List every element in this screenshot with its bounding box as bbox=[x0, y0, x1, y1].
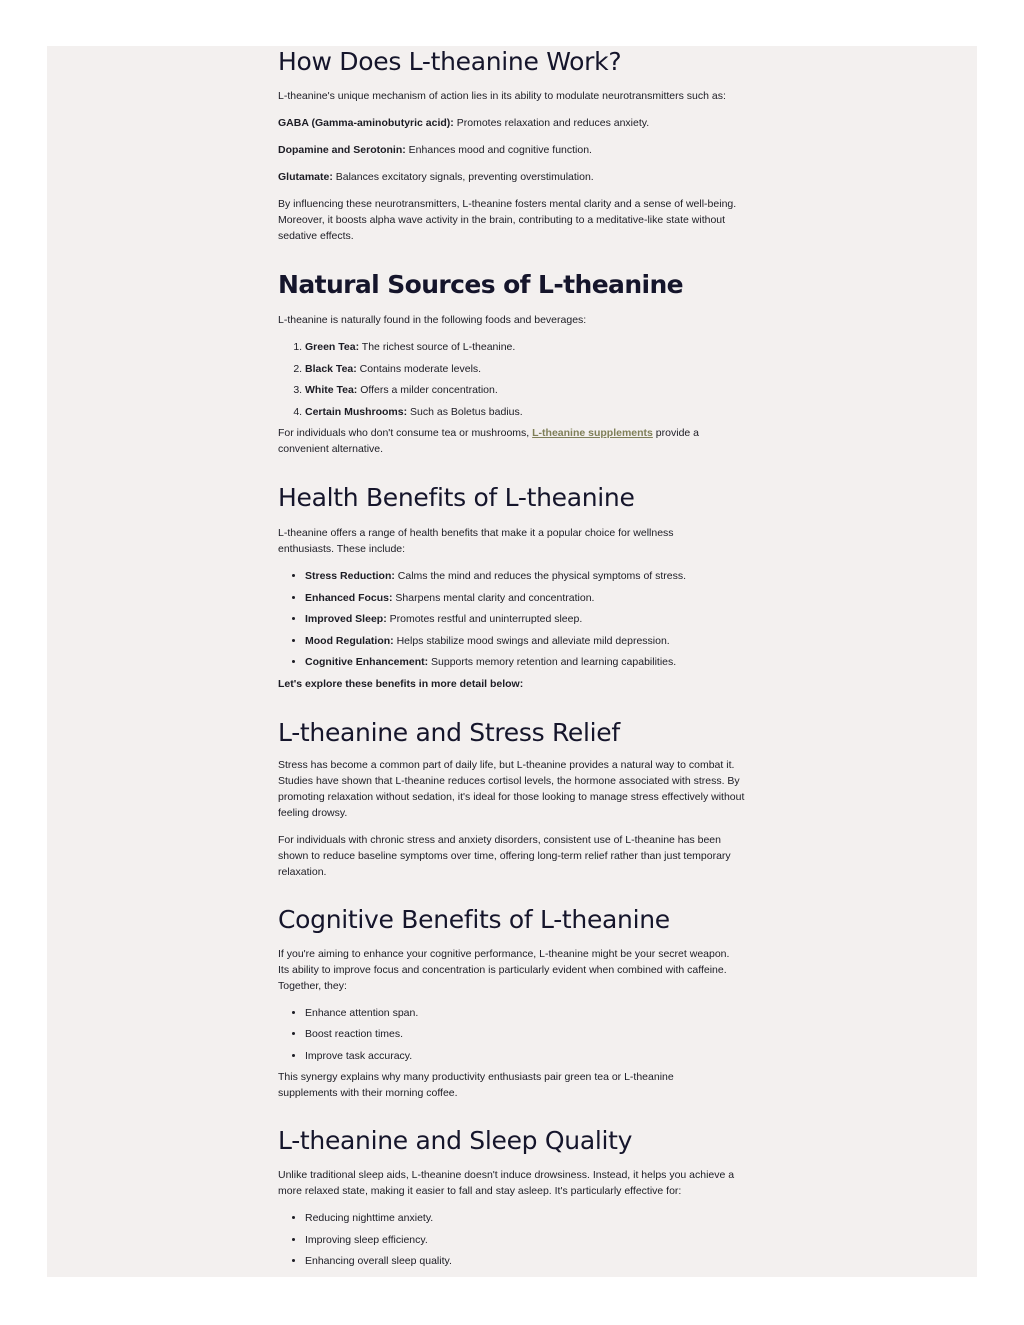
list-item: • Stress Reduction: Calms the mind and reduces the physical symptoms of stress. bbox=[305, 568, 748, 584]
list-item: • Mood Regulation: Helps stabilize mood swings and alleviate mild depression. bbox=[305, 633, 748, 649]
health-benefits-intro: L-theanine offers a range of health benefits that make it a popular choice for wellness enthusiasts. These include: bbox=[278, 527, 674, 555]
natural-sources-outro: For individuals who don't consume tea or mushrooms, L-theanine supplements provide a convenient alternative. bbox=[278, 427, 700, 455]
heading-how-work: How Does L-theanine Work? bbox=[278, 47, 622, 76]
supplements-link[interactable]: L-theanine supplements bbox=[532, 427, 653, 439]
list-item: 3. White Tea: Offers a milder concentration. bbox=[305, 382, 748, 398]
how-work-item: Dopamine and Serotonin: Enhances mood and cognitive function. bbox=[278, 144, 592, 156]
natural-sources-list bbox=[278, 339, 748, 420]
cognitive-list bbox=[278, 1005, 748, 1064]
article-page bbox=[47, 46, 977, 1277]
list-item: • Enhance attention span. bbox=[305, 1005, 748, 1021]
how-work-outro: By influencing these neurotransmitters, L-theanine fosters mental clarity and a sense of well-being. Moreover, it boosts alpha wave activity in the brain, contributing to a meditative-like state without sedative effects. bbox=[278, 198, 737, 242]
list-item: • Improve task accuracy. bbox=[305, 1048, 748, 1064]
list-item: • Reducing nighttime anxiety. bbox=[305, 1210, 748, 1226]
health-benefits-outro: Let's explore these benefits in more detail below: bbox=[278, 677, 524, 690]
list-item: • Enhanced Focus: Sharpens mental clarity and concentration. bbox=[305, 590, 748, 606]
list-item: • Improved Sleep: Promotes restful and uninterrupted sleep. bbox=[305, 611, 748, 627]
heading-health-benefits: Health Benefits of L-theanine bbox=[278, 483, 635, 512]
health-benefits-list bbox=[278, 568, 748, 670]
heading-cognitive: Cognitive Benefits of L-theanine bbox=[278, 904, 670, 934]
list-item: • Boost reaction times. bbox=[305, 1026, 748, 1042]
cognitive-intro: If you're aiming to enhance your cognitive performance, L-theanine might be your secret weapon. Its ability to improve focus and concentration is particularly evident when combined with caffeine. Together, they: bbox=[278, 947, 730, 992]
list-item: • Improving sleep efficiency. bbox=[305, 1232, 748, 1248]
sleep-list bbox=[278, 1210, 748, 1269]
stress-relief-p1: Stress has become a common part of daily life, but L-theanine provides a natural way to combat it. Studies have shown that L-theanine reduces cortisol levels, the hormone associated with stress. By promoting relaxation without sedation, it's ideal for those looking to manage stress effectively without feeling drowsy. bbox=[278, 758, 745, 819]
natural-sources-intro: L-theanine is naturally found in the following foods and beverages: bbox=[278, 314, 587, 326]
how-work-item: GABA (Gamma-aminobutyric acid): Promotes relaxation and reduces anxiety. bbox=[278, 117, 650, 129]
sleep-intro: Unlike traditional sleep aids, L-theanine doesn't induce drowsiness. Instead, it helps you achieve a more relaxed state, making it easier to fall and stay asleep. It's particularly effective for: bbox=[278, 1169, 735, 1197]
heading-sleep: L-theanine and Sleep Quality bbox=[278, 1126, 633, 1155]
list-item: • Enhancing overall sleep quality. bbox=[305, 1253, 748, 1269]
article-content bbox=[278, 46, 748, 1275]
list-item: • Cognitive Enhancement: Supports memory retention and learning capabilities. bbox=[305, 654, 748, 670]
cognitive-outro: This synergy explains why many productivity enthusiasts pair green tea or L-theanine supplements with their morning coffee. bbox=[278, 1071, 674, 1099]
how-work-item: Glutamate: Balances excitatory signals, preventing overstimulation. bbox=[278, 171, 594, 183]
list-item: 4. Certain Mushrooms: Such as Boletus badius. bbox=[305, 404, 748, 420]
stress-relief-p2: For individuals with chronic stress and anxiety disorders, consistent use of L-theanine has been shown to reduce baseline symptoms over time, offering long-term relief rather than just temporary relaxation. bbox=[278, 833, 731, 878]
heading-natural-sources: Natural Sources of L-theanine bbox=[278, 270, 684, 299]
heading-stress-relief: L-theanine and Stress Relief bbox=[278, 717, 620, 747]
how-work-intro: L-theanine's unique mechanism of action lies in its ability to modulate neurotransmitters such as: bbox=[278, 90, 726, 102]
list-item: 1. Green Tea: The richest source of L-theanine. bbox=[305, 339, 748, 355]
list-item: 2. Black Tea: Contains moderate levels. bbox=[305, 361, 748, 377]
